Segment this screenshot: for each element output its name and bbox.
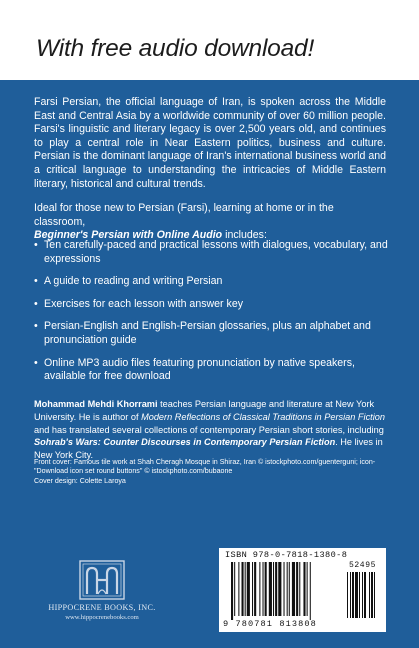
publisher-block [42, 560, 162, 621]
author-book-1: Modern Reflections of Classical Traditions in Persian Fiction [141, 411, 385, 422]
intro-paragraph: Farsi Persian, the official language of Iran, is spoken across the Middle East and Central Asia by a worldwide community of over 60 million people. Farsi's linguistic and literary legacy is over 2,500 years old, and continues to play a central role in Near Eastern politics, business and culture. Persian is the dominant language of Iran's international business world and a critical language to understanding the intricacies of Middle Eastern literary, historical and cultural trends. [34, 96, 386, 190]
feature-item: • Persian-English and English-Persian glossaries, plus an alphabet and pronunciation guide [34, 320, 390, 347]
publisher-name: HIPPOCRENE BOOKS, INC. [48, 603, 156, 612]
ideal-lead: Ideal for those new to Persian (Farsi), learning at home or in the classroom, [34, 202, 334, 228]
publisher-logo-icon [79, 560, 125, 600]
feature-item: • Exercises for each lesson with answer key [34, 298, 390, 312]
author-text-3: . He lives in New York City. [34, 437, 383, 461]
feature-item: • Ten carefully-paced and practical lessons with dialogues, vocabulary, and expressions [34, 239, 390, 266]
feature-item: • Online MP3 audio files featuring pronunciation by native speakers, available for free download [34, 357, 390, 384]
ideal-for-paragraph [34, 202, 386, 243]
feature-item: • A guide to reading and writing Persian [34, 275, 390, 289]
barcode-box [219, 548, 386, 632]
cover-design-credit: Cover design: Colette Laroya [34, 476, 126, 485]
feature-list [34, 239, 390, 393]
front-cover-credit: Front cover: Famous tile work at Shah Cheragh Mosque in Shiraz, Iran © istockphoto.com/guenterguni; icon- "Download icon set round buttons" © istockphoto.com/bubaone [34, 458, 376, 476]
author-name: Mohammad Mehdi Khorrami [34, 399, 158, 409]
author-text-2: and has translated several collections of contemporary Persian short stories, including [34, 424, 384, 435]
ean-digits: 9 780781 813808 [223, 619, 317, 629]
isbn-text: ISBN 978-0-7818-1380-8 [225, 550, 348, 560]
book-title: Beginner's Persian with Online Audio [34, 229, 223, 242]
header-band [0, 0, 419, 80]
author-book-2: Sohrab's Wars: Counter Discourses in Contemporary Persian Fiction [34, 437, 336, 448]
price-code: 52495 [349, 561, 377, 570]
author-bio [34, 398, 386, 462]
headline: With free audio download! [36, 35, 315, 62]
author-text-1: teaches Persian language and literature at New York University. He is author of [34, 399, 375, 422]
publisher-url: www.hippocrenebooks.com [65, 614, 139, 621]
cover-credits [34, 458, 396, 486]
ideal-tail: includes: [222, 229, 267, 242]
